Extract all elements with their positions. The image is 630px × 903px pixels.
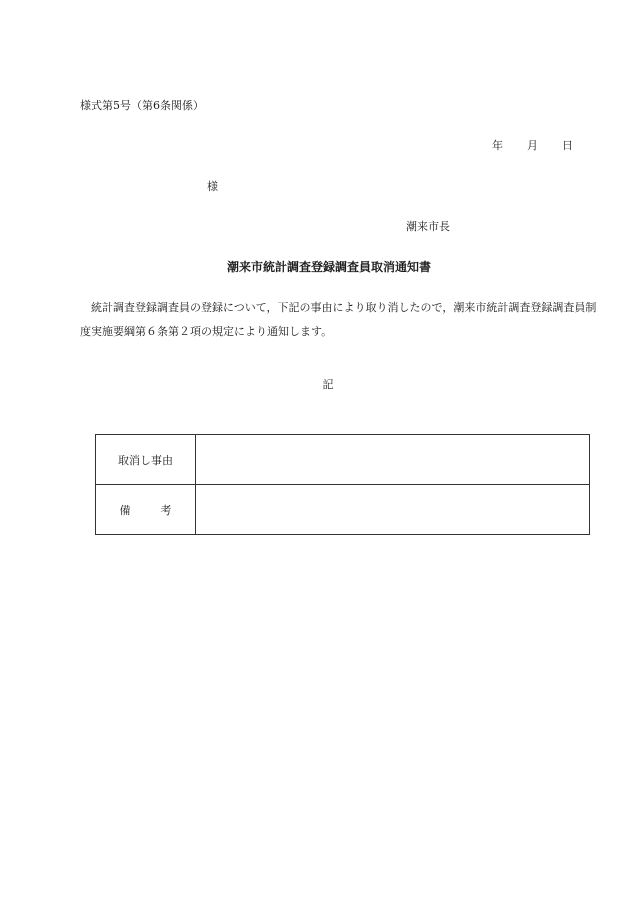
issuer-name: 潮来市長 [406,220,450,233]
table-row-reason [96,435,590,485]
table-row-remarks [96,485,590,535]
date-year-label: 年 [492,139,503,152]
ki-heading: 記 [322,378,334,391]
reason-value-cell[interactable] [196,435,590,485]
body-text: 統計調査登録調査員の登録について，下記の事由により取り消したので，潮来市統計調査登録調査員制度実施要綱第６条第２項の規定により通知します。 [80,301,597,338]
date-month-label: 月 [527,139,538,152]
date-day-label: 日 [562,139,573,152]
detail-table [95,434,590,535]
date-line [492,137,573,153]
remarks-value-cell[interactable] [196,485,590,535]
form-number: 様式第5号（第6条関係） [80,99,204,112]
remarks-label-char-2: 考 [160,503,172,517]
remarks-label [96,485,196,535]
addressee-suffix: 様 [207,180,218,193]
remarks-label-char-1: 備 [119,503,131,517]
document-title: 潮来市統計調査登録調査員取消通知書 [226,260,431,274]
reason-label: 取消し事由 [96,435,196,485]
